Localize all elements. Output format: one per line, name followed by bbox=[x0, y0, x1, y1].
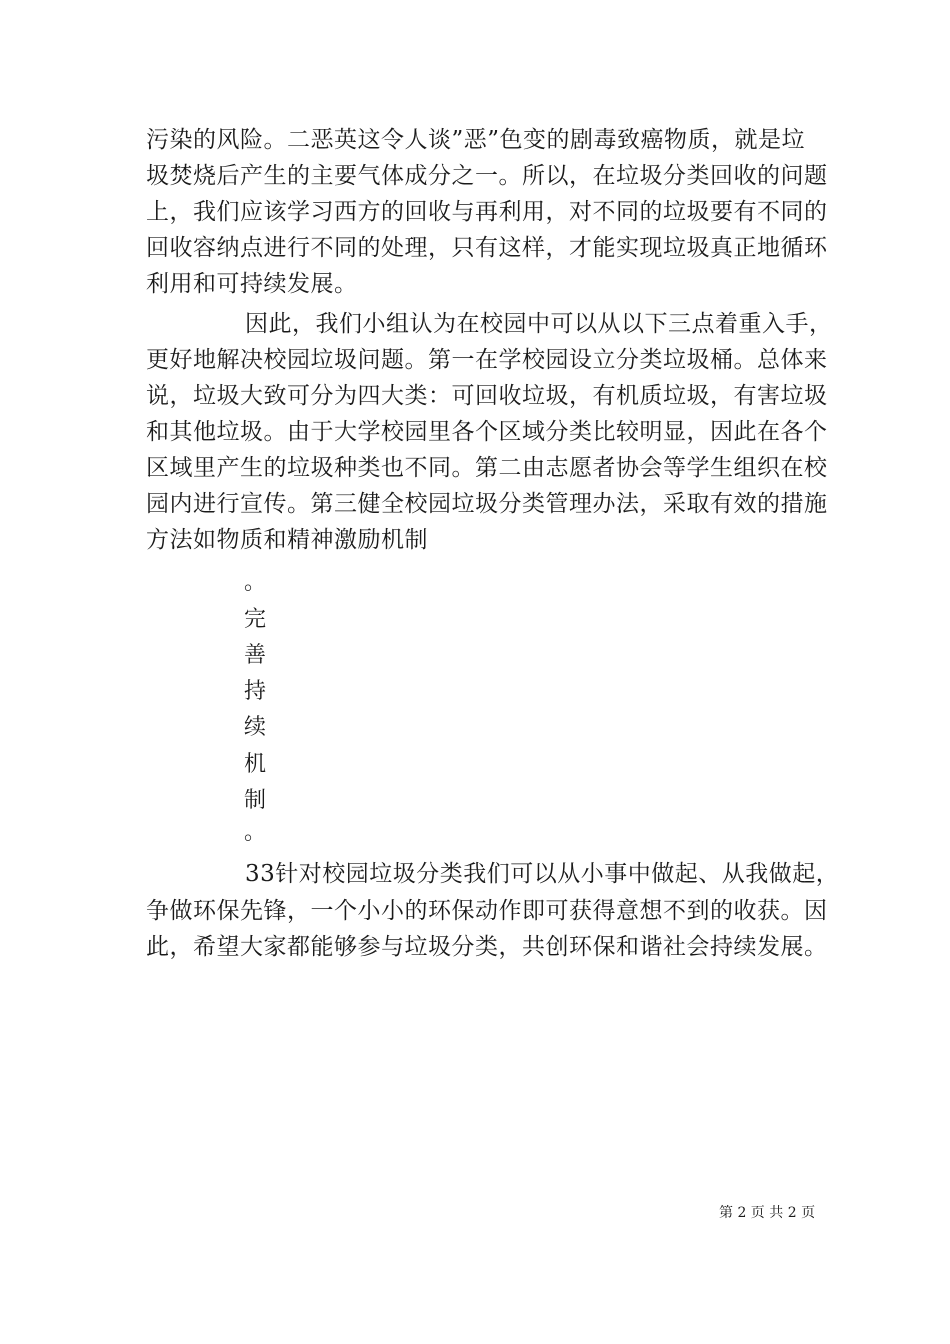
vertical-char: 机 bbox=[244, 752, 267, 777]
vertical-char: 。 bbox=[244, 570, 267, 595]
text-line: 利用和可持续发展。 bbox=[146, 271, 358, 297]
text-line: 说，垃圾大致可分为四大类：可回收垃圾，有机质垃圾，有害垃圾 bbox=[146, 383, 828, 409]
vertical-char: 。 bbox=[244, 820, 267, 845]
text-line: 因此，我们小组认为在校园中可以从以下三点着重入手， bbox=[245, 311, 833, 337]
text-line: 更好地解决校园垃圾问题。第一在学校园设立分类垃圾桶。总体来 bbox=[146, 347, 828, 373]
text-line: 此，希望大家都能够参与垃圾分类，共创环保和谐社会持续发展。 bbox=[146, 934, 828, 960]
text-line: 和其他垃圾。由于大学校园里各个区域分类比较明显，因此在各个 bbox=[146, 419, 828, 445]
text-line: 方法如物质和精神激励机制 bbox=[146, 527, 428, 553]
vertical-char: 完 bbox=[244, 607, 267, 632]
vertical-char: 善 bbox=[244, 643, 267, 668]
vertical-char: 持 bbox=[244, 679, 267, 704]
text-line: 圾焚烧后产生的主要气体成分之一。所以，在垃圾分类回收的问题 bbox=[146, 163, 828, 189]
text-line: 争做环保先锋，一个小小的环保动作即可获得意想不到的收获。因 bbox=[146, 898, 828, 924]
text-line: 33针对校园垃圾分类我们可以从小事中做起、从我做起， bbox=[245, 861, 840, 887]
vertical-char: 续 bbox=[244, 715, 267, 740]
page-footer: 第 2 页 共 2 页 bbox=[719, 1205, 816, 1221]
text-line: 污染的风险。二恶英这令人谈”恶”色变的剧毒致癌物质，就是垃 bbox=[146, 127, 806, 153]
text-line: 回收容纳点进行不同的处理，只有这样，才能实现垃圾真正地循环 bbox=[146, 235, 828, 261]
vertical-char: 制 bbox=[244, 788, 267, 813]
text-line: 园内进行宣传。第三健全校园垃圾分类管理办法，采取有效的措施 bbox=[146, 491, 828, 517]
text-line: 区域里产生的垃圾种类也不同。第二由志愿者协会等学生组织在校 bbox=[146, 455, 828, 481]
text-line: 上，我们应该学习西方的回收与再利用，对不同的垃圾要有不同的 bbox=[146, 199, 828, 225]
